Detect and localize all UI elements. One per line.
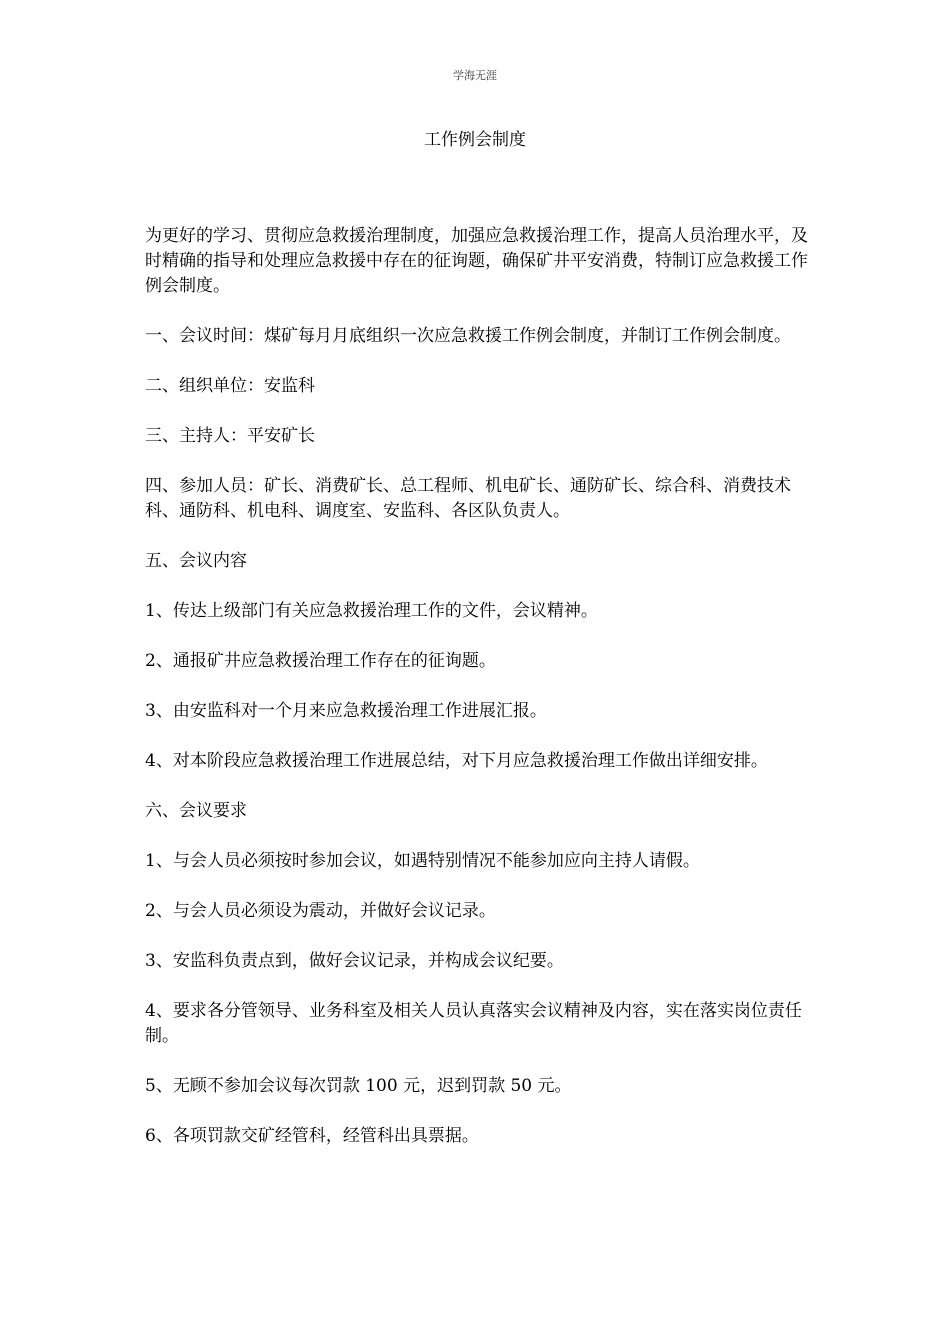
organizer-paragraph: 二、组织单位：安监科 [145, 376, 315, 396]
intro-paragraph: 为更好的学习、贯彻应急救援治理制度，加强应急救援治理工作，提高人员治理水平，及时精确的指导和处理应急救援中存在的征询题，确保矿井平安消费，特制订应急救援工作例会制度。 [145, 226, 808, 296]
section-heading-requirements: 六、会议要求 [145, 801, 247, 821]
content-item: 3、由安监科对一个月来应急救援治理工作进展汇报。 [145, 701, 547, 721]
content-item: 1、传达上级部门有关应急救援治理工作的文件，会议精神。 [145, 601, 598, 621]
requirement-item: 2、与会人员必须设为震动，并做好会议记录。 [145, 901, 496, 921]
requirement-item: 6、各项罚款交矿经管科，经管科出具票据。 [145, 1126, 479, 1146]
meeting-time-paragraph: 一、会议时间：煤矿每月月底组织一次应急救援工作例会制度，并制订工作例会制度。 [145, 326, 791, 346]
document-body [145, 224, 810, 1174]
host-paragraph: 三、主持人：平安矿长 [145, 426, 315, 446]
requirement-item: 5、无顾不参加会议每次罚款 100 元，迟到罚款 50 元。 [145, 1076, 572, 1096]
page-header: 学海无涯 [453, 69, 497, 82]
participants-paragraph: 四、参加人员：矿长、消费矿长、总工程师、机电矿长、通防矿长、综合科、消费技术科、通防科、机电科、调度室、安监科、各区队负责人。 [145, 476, 791, 521]
content-item: 4、对本阶段应急救援治理工作进展总结，对下月应急救援治理工作做出详细安排。 [145, 751, 768, 771]
requirement-item: 3、安监科负责点到，做好会议记录，并构成会议纪要。 [145, 951, 564, 971]
content-item: 2、通报矿井应急救援治理工作存在的征询题。 [145, 651, 496, 671]
section-heading-content: 五、会议内容 [145, 551, 247, 571]
document-title: 工作例会制度 [424, 130, 526, 150]
requirement-item: 1、与会人员必须按时参加会议，如遇特别情况不能参加应向主持人请假。 [145, 851, 700, 871]
requirement-item: 4、要求各分管领导、业务科室及相关人员认真落实会议精神及内容，实在落实岗位责任制。 [145, 1001, 802, 1046]
